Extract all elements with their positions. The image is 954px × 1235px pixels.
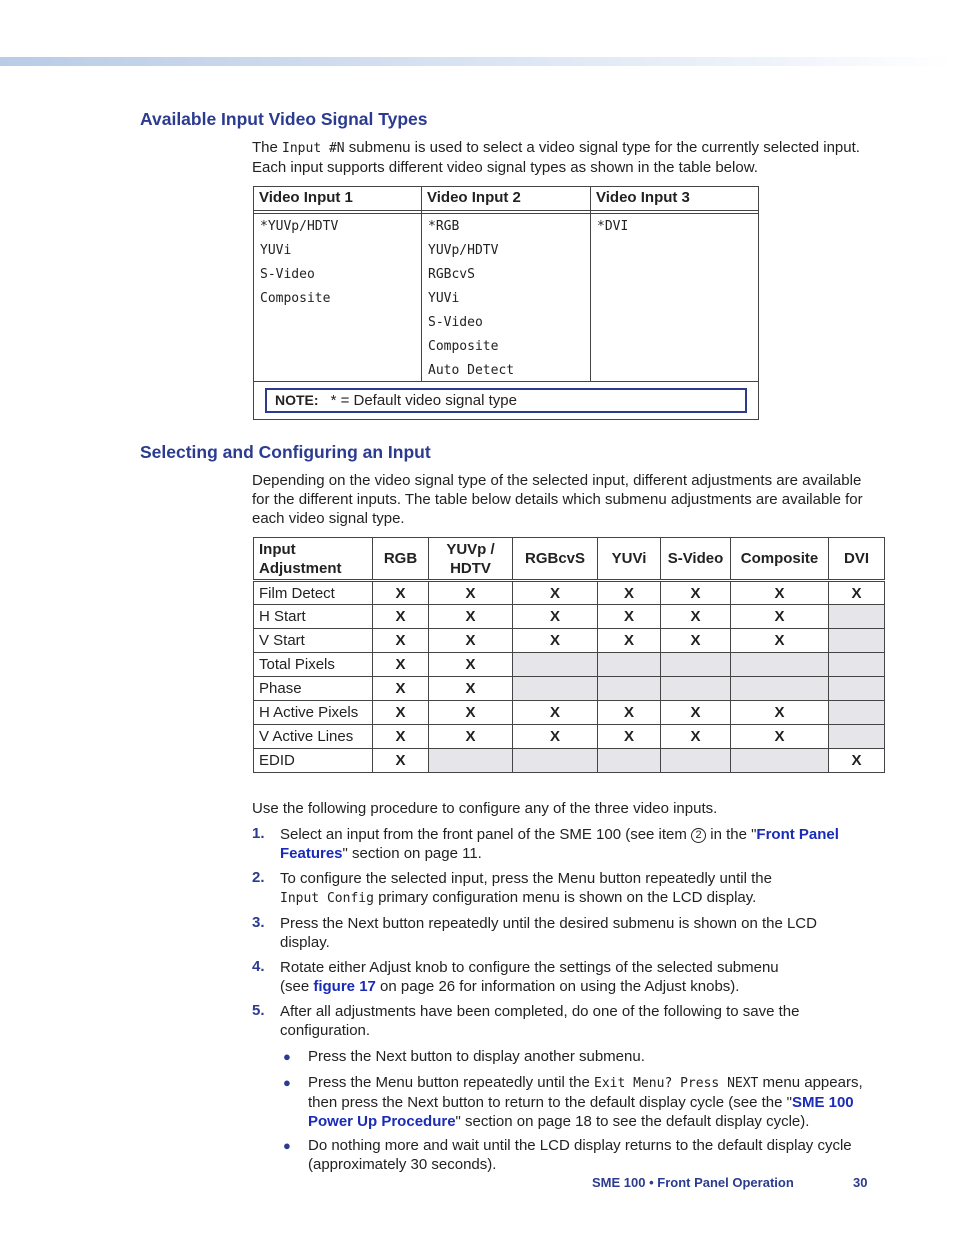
column-divider — [421, 187, 422, 382]
page-number: 30 — [853, 1175, 868, 1190]
table-cell-mark: X — [598, 701, 661, 725]
footer-title: SME 100 • Front Panel Operation — [592, 1175, 794, 1190]
table-cell-empty — [661, 677, 731, 701]
section-intro: The Input #N submenu is used to select a video signal type for the currently selected input. Each input supports different video signal types as shown in the table below. — [252, 139, 860, 176]
step-2: To configure the selected input, press the Menu button repeatedly until the Input Config primary configuration menu is shown on the LCD display. — [280, 870, 772, 906]
table-cell-mark: X — [373, 725, 429, 749]
step-5: After all adjustments have been completed, do one of the following to save the configuration. — [280, 1003, 800, 1039]
list-item: *RGB — [428, 219, 460, 234]
table-cell-mark: X — [731, 605, 829, 629]
list-item: YUVi — [428, 291, 460, 306]
input2-signal-list — [428, 215, 514, 383]
table-cell-mark: X — [513, 629, 598, 653]
table-cell-mark: X — [731, 581, 829, 605]
table-cell-empty — [513, 749, 598, 773]
table-cell-empty — [598, 749, 661, 773]
row-label: Total Pixels — [254, 653, 373, 677]
step-number: 1. — [252, 825, 265, 842]
table-header-cell: S-Video — [661, 538, 731, 581]
table-cell-mark: X — [661, 629, 731, 653]
table-header-cell: RGBcvS — [513, 538, 598, 581]
power-up-procedure-link[interactable]: SME 100 Power Up Procedure — [308, 1094, 854, 1130]
table-cell-empty — [829, 701, 885, 725]
table-header-cell: Composite — [731, 538, 829, 581]
list-item: Composite — [428, 339, 499, 354]
step-number: 4. — [252, 958, 265, 975]
table-cell-mark: X — [731, 725, 829, 749]
bullet-icon: ● — [283, 1138, 291, 1153]
step-number: 2. — [252, 869, 265, 886]
table-cell-empty — [829, 605, 885, 629]
table-cell-mark: X — [429, 701, 513, 725]
table-cell-mark: X — [731, 701, 829, 725]
table-cell-empty — [429, 749, 513, 773]
row-label: EDID — [254, 749, 373, 773]
row-label: H Start — [254, 605, 373, 629]
signal-types-table — [253, 186, 759, 420]
table-cell-mark: X — [373, 581, 429, 605]
table-cell-mark: X — [429, 725, 513, 749]
table-cell-mark: X — [598, 605, 661, 629]
list-item: RGBcvS — [428, 267, 475, 282]
row-label: V Start — [254, 629, 373, 653]
bullet-item: Do nothing more and wait until the LCD display returns to the default display cycle (approximately 30 seconds). — [308, 1137, 852, 1173]
table-header-cell: YUVp / HDTV — [429, 538, 513, 581]
step-3: Press the Next button repeatedly until the desired submenu is shown on the LCD display. — [280, 915, 817, 951]
table-header-row — [254, 187, 758, 211]
step-number: 5. — [252, 1002, 265, 1019]
table-cell-empty — [598, 677, 661, 701]
bullet-item: Press the Menu button repeatedly until the Exit Menu? Press NEXT menu appears, then press the Next button to return to the default display cycle (see the "SME 100 Power Up Procedure" section on page 18 to see the default display cycle). — [308, 1074, 863, 1130]
table-row — [254, 581, 885, 605]
table-cell-mark: X — [429, 653, 513, 677]
table-cell-empty — [513, 677, 598, 701]
note-label: NOTE: — [275, 392, 319, 408]
list-item: S-Video — [428, 315, 483, 330]
table-cell-mark: X — [513, 701, 598, 725]
table-cell-mark: X — [513, 725, 598, 749]
list-item: S-Video — [260, 267, 315, 282]
table-cell-mark: X — [598, 581, 661, 605]
note-box — [265, 388, 747, 413]
list-item: YUVp/HDTV — [428, 243, 499, 258]
table-cell-mark: X — [373, 677, 429, 701]
page-footer — [592, 1175, 868, 1190]
section-heading-configuring: Selecting and Configuring an Input — [140, 442, 431, 462]
table-cell-mark: X — [429, 605, 513, 629]
table-cell-empty — [731, 749, 829, 773]
step-number: 3. — [252, 914, 265, 931]
table-row — [254, 701, 885, 725]
header-bar — [0, 57, 954, 66]
row-label: H Active Pixels — [254, 701, 373, 725]
bullet-item: Press the Next button to display another submenu. — [308, 1048, 645, 1065]
table-cell-mark: X — [373, 629, 429, 653]
step-1: Select an input from the front panel of the SME 100 (see item 2 in the "Front Panel Features" section on page 11. — [280, 826, 839, 862]
table-body — [254, 581, 885, 773]
table-cell-mark: X — [661, 605, 731, 629]
list-item: Auto Detect — [428, 363, 515, 378]
table-header-cell: Input Adjustment — [254, 538, 373, 581]
bullet-icon: ● — [283, 1075, 291, 1090]
table-cell-mark: X — [373, 605, 429, 629]
table-cell-empty — [829, 725, 885, 749]
input3-signal-list — [597, 215, 628, 239]
table-header-cell: Video Input 3 — [596, 189, 690, 206]
table-row — [254, 749, 885, 773]
column-divider — [590, 187, 591, 382]
item-number-circle: 2 — [691, 828, 706, 843]
table-cell-mark: X — [513, 605, 598, 629]
table-cell-mark: X — [513, 581, 598, 605]
table-cell-mark: X — [829, 749, 885, 773]
table-row — [254, 677, 885, 701]
table-cell-mark: X — [661, 725, 731, 749]
table-cell-empty — [598, 653, 661, 677]
table-cell-empty — [661, 653, 731, 677]
table-row — [254, 653, 885, 677]
table-cell-mark: X — [598, 629, 661, 653]
row-label: V Active Lines — [254, 725, 373, 749]
table-header-cell: RGB — [373, 538, 429, 581]
table-cell-mark: X — [429, 581, 513, 605]
table-cell-empty — [731, 653, 829, 677]
table-cell-mark: X — [661, 581, 731, 605]
row-label: Film Detect — [254, 581, 373, 605]
table-header-cell: DVI — [829, 538, 885, 581]
section-heading-signal-types: Available Input Video Signal Types — [140, 109, 428, 129]
input1-signal-list — [260, 215, 338, 311]
bullet-icon: ● — [283, 1049, 291, 1064]
procedure-intro: Use the following procedure to configure any of the three video inputs. — [252, 800, 718, 817]
table-row — [254, 629, 885, 653]
list-item: YUVi — [260, 243, 292, 258]
list-item: *YUVp/HDTV — [260, 219, 339, 234]
table-cell-mark: X — [598, 725, 661, 749]
table-cell-empty — [661, 749, 731, 773]
table-cell-empty — [731, 677, 829, 701]
front-panel-features-link[interactable]: Front Panel Features — [280, 826, 839, 862]
table-cell-mark: X — [373, 701, 429, 725]
table-header-cell: Video Input 1 — [259, 189, 353, 206]
figure-17-link[interactable]: figure 17 — [313, 978, 376, 995]
table-row — [254, 725, 885, 749]
table-divider — [254, 381, 758, 382]
table-cell-mark: X — [373, 653, 429, 677]
row-label: Phase — [254, 677, 373, 701]
table-header-cell: Video Input 2 — [427, 189, 521, 206]
list-item: Composite — [260, 291, 331, 306]
table-cell-mark: X — [731, 629, 829, 653]
list-item: *DVI — [597, 219, 629, 234]
step-4: Rotate either Adjust knob to configure the settings of the selected submenu (see figure 17 on page 26 for information on using the Adjust knobs). — [280, 959, 779, 995]
section-intro: Depending on the video signal type of the selected input, different adjustments are available for the different inputs. The table below details which submenu adjustments are available for each video signal type. — [252, 472, 863, 527]
table-header-cell: YUVi — [598, 538, 661, 581]
table-cell-mark: X — [829, 581, 885, 605]
adjustments-table — [253, 537, 885, 773]
table-header-row — [254, 538, 885, 581]
table-row — [254, 605, 885, 629]
table-cell-empty — [829, 677, 885, 701]
table-cell-empty — [829, 629, 885, 653]
table-cell-empty — [829, 653, 885, 677]
table-cell-mark: X — [373, 749, 429, 773]
table-cell-mark: X — [429, 677, 513, 701]
table-cell-empty — [513, 653, 598, 677]
table-cell-mark: X — [661, 701, 731, 725]
table-cell-mark: X — [429, 629, 513, 653]
note-text: * = Default video signal type — [330, 392, 517, 409]
